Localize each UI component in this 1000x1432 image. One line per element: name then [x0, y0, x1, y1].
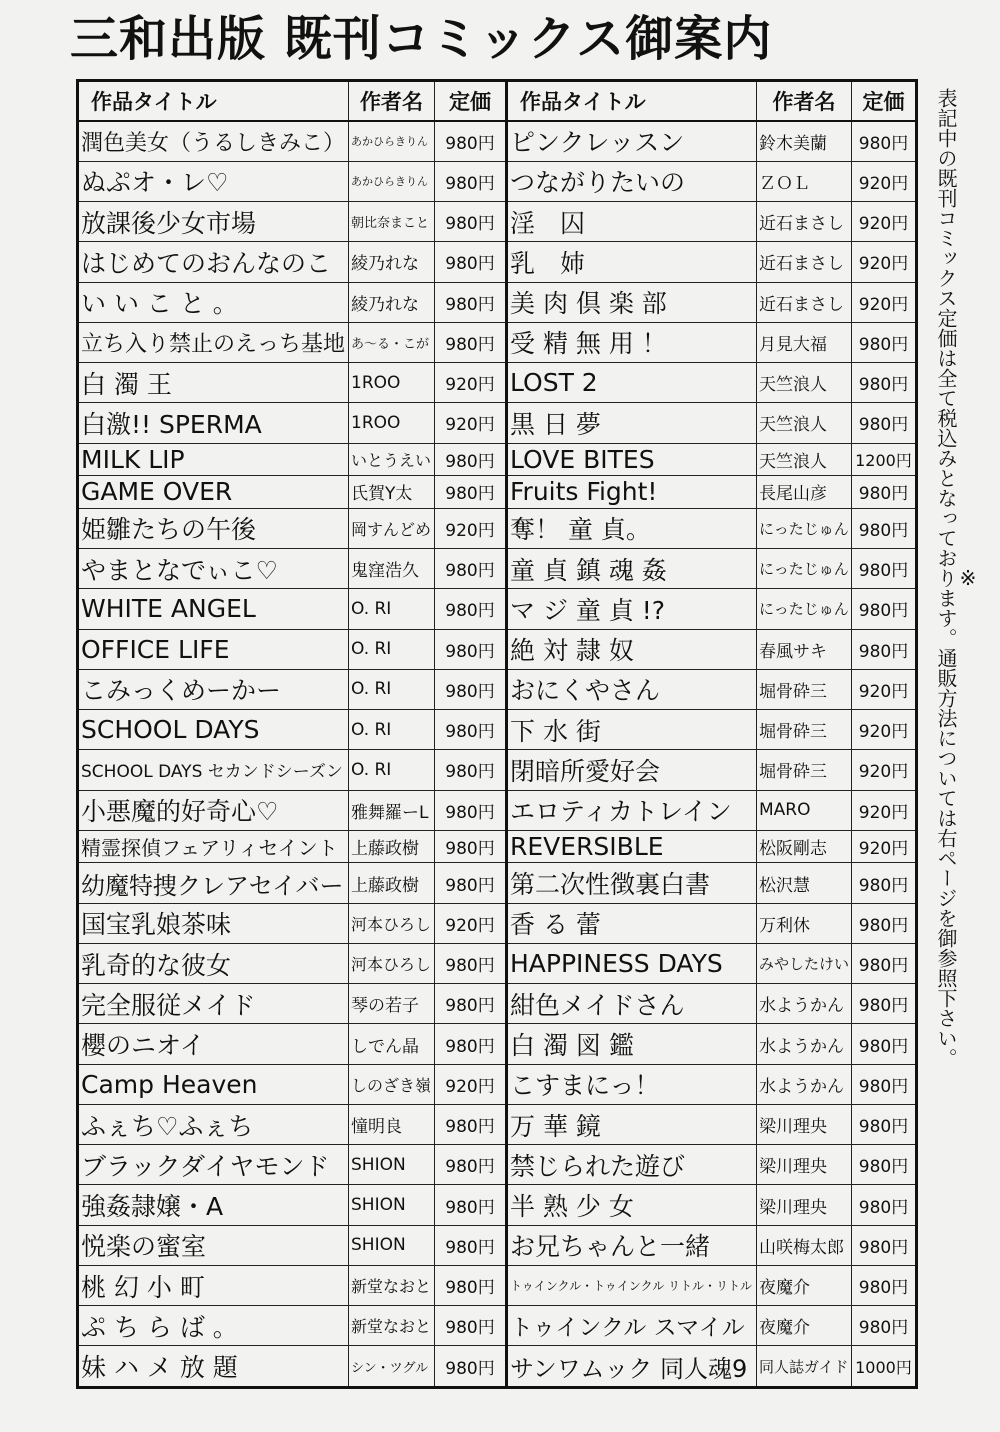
table-row	[78, 943, 917, 983]
comic-price: 980円	[435, 282, 507, 322]
comic-title: 紺色メイドさん	[507, 984, 757, 1024]
comic-price: 980円	[852, 943, 917, 983]
comic-price: 980円	[435, 830, 507, 863]
table-row	[78, 629, 917, 669]
comic-price: 980円	[435, 669, 507, 709]
comic-author: 松阪剛志	[757, 830, 852, 863]
comic-title: 国宝乳娘茶味	[78, 903, 349, 943]
comic-author: あかひらきりん	[349, 121, 435, 162]
comic-author: O. RI	[349, 710, 435, 750]
comic-price: 980円	[852, 984, 917, 1024]
comic-price: 980円	[435, 322, 507, 362]
comic-author: 夜魔介	[757, 1265, 852, 1305]
comic-author: 新堂なおと	[349, 1306, 435, 1346]
comic-author: 梁川理央	[757, 1185, 852, 1225]
comic-author: 万利休	[757, 903, 852, 943]
comic-author: 上藤政樹	[349, 830, 435, 863]
comic-title: 放課後少女市場	[78, 202, 349, 242]
comic-title: 絶 対 隷 奴	[507, 629, 757, 669]
comic-author: にったじゅん	[757, 508, 852, 548]
comic-author: 水ようかん	[757, 1064, 852, 1104]
comic-price: 920円	[435, 508, 507, 548]
comic-title: 香 る 蕾	[507, 903, 757, 943]
comic-author: にったじゅん	[757, 549, 852, 589]
comic-price: 920円	[435, 363, 507, 403]
comic-price: 980円	[852, 322, 917, 362]
comic-author: 長尾山彦	[757, 476, 852, 509]
comic-title: REVERSIBLE	[507, 830, 757, 863]
table-row	[78, 750, 917, 790]
comic-author: 近石まさし	[757, 282, 852, 322]
comic-author: いとうえい	[349, 443, 435, 476]
comic-author: 天竺浪人	[757, 403, 852, 443]
comic-title: おにくやさん	[507, 669, 757, 709]
comic-title: つながりたいの	[507, 161, 757, 201]
comic-author: MARO	[757, 790, 852, 830]
table-row	[78, 589, 917, 629]
comic-author: SHION	[349, 1225, 435, 1265]
comic-title: HAPPINESS DAYS	[507, 943, 757, 983]
comic-price: 980円	[852, 1024, 917, 1064]
comic-author: にったじゅん	[757, 589, 852, 629]
note-text: 表記中の既刊コミックス定価は全て税込みとなっております。通販方法については右ページを御参照下さい。	[934, 88, 958, 1068]
table-row	[78, 984, 917, 1024]
comic-title: SCHOOL DAYS セカンドシーズン	[78, 750, 349, 790]
comic-title: こみっくめーかー	[78, 669, 349, 709]
comic-title: ふぇち♡ふぇち	[78, 1104, 349, 1144]
comic-price: 920円	[852, 830, 917, 863]
comic-author: 琴の若子	[349, 984, 435, 1024]
comic-author: 同人誌ガイド	[757, 1346, 852, 1388]
comic-title: 淫 囚	[507, 202, 757, 242]
comic-price: 980円	[435, 121, 507, 162]
table-row	[78, 443, 917, 476]
comic-author: ＺＯＬ	[757, 161, 852, 201]
column-header-author: 作者名	[349, 81, 435, 121]
comic-author: シン・ツグル	[349, 1346, 435, 1388]
comic-title: お兄ちゃんと一緒	[507, 1225, 757, 1265]
table-row	[78, 669, 917, 709]
comic-title: 精霊探偵フェアリィセイント	[78, 830, 349, 863]
comic-title: 桃 幻 小 町	[78, 1265, 349, 1305]
comic-author: SHION	[349, 1185, 435, 1225]
comic-author: しでん晶	[349, 1024, 435, 1064]
comic-author: 堀骨砕三	[757, 750, 852, 790]
table-row	[78, 161, 917, 201]
comic-author: 憧明良	[349, 1104, 435, 1144]
column-header-price: 定価	[852, 81, 917, 121]
comic-author: 新堂なおと	[349, 1265, 435, 1305]
comic-author: 堀骨砕三	[757, 669, 852, 709]
comic-title: トゥインクル・トゥインクル リトル・リトル	[507, 1265, 757, 1305]
column-header-author: 作者名	[757, 81, 852, 121]
comic-title: マ ジ 童 貞 !?	[507, 589, 757, 629]
comic-author: あかひらきりん	[349, 161, 435, 201]
comic-price: 980円	[852, 363, 917, 403]
comic-price: 980円	[435, 161, 507, 201]
table-row	[78, 121, 917, 162]
comic-title: 強姦隷嬢・A	[78, 1185, 349, 1225]
table-row	[78, 1024, 917, 1064]
comic-author: 綾乃れな	[349, 242, 435, 282]
comic-title: 妹 ハ メ 放 題	[78, 1346, 349, 1388]
comic-price: 980円	[435, 790, 507, 830]
comic-price: 980円	[852, 1306, 917, 1346]
comic-price: 980円	[435, 863, 507, 903]
comic-title: SCHOOL DAYS	[78, 710, 349, 750]
comic-author: SHION	[349, 1145, 435, 1185]
comic-title: Camp Heaven	[78, 1064, 349, 1104]
comic-author: あ〜る・こが	[349, 322, 435, 362]
comic-author: 天竺浪人	[757, 443, 852, 476]
comic-author: O. RI	[349, 589, 435, 629]
comic-author: 朝比奈まこと	[349, 202, 435, 242]
comic-author: 氏賀Y太	[349, 476, 435, 509]
comic-author: 近石まさし	[757, 202, 852, 242]
comic-title: 白激!! SPERMA	[78, 403, 349, 443]
comic-author: 春風サキ	[757, 629, 852, 669]
comic-price: 920円	[852, 202, 917, 242]
comic-title: はじめてのおんなのこ	[78, 242, 349, 282]
comic-price: 980円	[435, 629, 507, 669]
comic-title: こすまにっ！	[507, 1064, 757, 1104]
comic-title: 立ち入り禁止のえっち基地	[78, 322, 349, 362]
comic-price: 980円	[435, 1145, 507, 1185]
table-row	[78, 508, 917, 548]
comic-title: GAME OVER	[78, 476, 349, 509]
comic-title: 黒 日 夢	[507, 403, 757, 443]
comic-title: 潤色美女（うるしきみこ）	[78, 121, 349, 162]
comic-title: 奪！ 童 貞。	[507, 508, 757, 548]
comic-author: 岡すんどめ	[349, 508, 435, 548]
comic-author: 水ようかん	[757, 984, 852, 1024]
comic-author: 雅舞羅ーL	[349, 790, 435, 830]
table-row	[78, 1265, 917, 1305]
comic-price: 920円	[852, 790, 917, 830]
comic-price: 980円	[435, 1104, 507, 1144]
table-row	[78, 710, 917, 750]
comic-title: エロティカトレイン	[507, 790, 757, 830]
comic-price: 980円	[852, 1064, 917, 1104]
table-row	[78, 830, 917, 863]
comic-title: 半 熟 少 女	[507, 1185, 757, 1225]
comics-catalog-table	[76, 79, 918, 1389]
comic-price: 920円	[852, 282, 917, 322]
comic-author: O. RI	[349, 629, 435, 669]
comic-title: LOVE BITES	[507, 443, 757, 476]
comic-author: 1ROO	[349, 363, 435, 403]
table-row	[78, 242, 917, 282]
comic-title: WHITE ANGEL	[78, 589, 349, 629]
table-row	[78, 476, 917, 509]
comic-price: 980円	[435, 549, 507, 589]
comic-title: 美 肉 倶 楽 部	[507, 282, 757, 322]
footnote	[935, 88, 979, 1068]
comic-price: 980円	[435, 443, 507, 476]
comic-price: 980円	[852, 403, 917, 443]
comic-author: 近石まさし	[757, 242, 852, 282]
comic-price: 980円	[435, 242, 507, 282]
comic-price: 980円	[852, 589, 917, 629]
comic-price: 980円	[435, 1225, 507, 1265]
comic-price: 920円	[852, 161, 917, 201]
comic-price: 980円	[435, 984, 507, 1024]
comic-author: 山咲梅太郎	[757, 1225, 852, 1265]
comic-title: ぷ ち ら ば 。	[78, 1306, 349, 1346]
comic-author: 堀骨砕三	[757, 710, 852, 750]
comic-author: しのざき嶺	[349, 1064, 435, 1104]
comic-price: 980円	[852, 629, 917, 669]
table-row	[78, 1145, 917, 1185]
comic-author: 松沢慧	[757, 863, 852, 903]
comic-price: 980円	[435, 750, 507, 790]
comic-title: 受 精 無 用 ！	[507, 322, 757, 362]
comic-title: 悦楽の蜜室	[78, 1225, 349, 1265]
comic-price: 980円	[435, 1185, 507, 1225]
comic-price: 980円	[435, 589, 507, 629]
comic-price: 980円	[435, 943, 507, 983]
table-row	[78, 363, 917, 403]
comic-title: ブラックダイヤモンド	[78, 1145, 349, 1185]
column-header-title: 作品タイトル	[507, 81, 757, 121]
table-row	[78, 1225, 917, 1265]
comic-author: 河本ひろし	[349, 903, 435, 943]
table-row	[78, 1185, 917, 1225]
column-header-price: 定価	[435, 81, 507, 121]
comic-price: 980円	[852, 863, 917, 903]
comic-author: 綾乃れな	[349, 282, 435, 322]
comic-title: ぬぷオ・レ♡	[78, 161, 349, 201]
table-row	[78, 790, 917, 830]
table-row	[78, 322, 917, 362]
comic-title: やまとなでぃこ♡	[78, 549, 349, 589]
comic-title: 万 華 鏡	[507, 1104, 757, 1144]
table-row	[78, 202, 917, 242]
comic-price: 980円	[852, 1104, 917, 1144]
comic-title: 禁じられた遊び	[507, 1145, 757, 1185]
comic-title: トゥインクル スマイル	[507, 1306, 757, 1346]
comic-price: 980円	[852, 903, 917, 943]
comic-author: 上藤政樹	[349, 863, 435, 903]
table-row	[78, 282, 917, 322]
comic-author: 河本ひろし	[349, 943, 435, 983]
comic-author: O. RI	[349, 750, 435, 790]
comic-author: O. RI	[349, 669, 435, 709]
comic-title: MILK LIP	[78, 443, 349, 476]
comic-price: 980円	[435, 202, 507, 242]
table-row	[78, 549, 917, 589]
table-header-row	[78, 81, 917, 121]
comic-price: 980円	[435, 1265, 507, 1305]
table-row	[78, 1346, 917, 1388]
comic-author: 夜魔介	[757, 1306, 852, 1346]
comic-price: 920円	[435, 1064, 507, 1104]
comic-price: 980円	[852, 1225, 917, 1265]
comic-title: ピンクレッスン	[507, 121, 757, 162]
table-row	[78, 1104, 917, 1144]
comic-price: 920円	[435, 903, 507, 943]
comic-author: みやしたけい	[757, 943, 852, 983]
comic-price: 980円	[435, 1024, 507, 1064]
comic-title: 下 水 街	[507, 710, 757, 750]
comic-price: 920円	[852, 750, 917, 790]
note-mark: ※	[956, 566, 980, 590]
comic-title: 幼魔特捜クレアセイバー	[78, 863, 349, 903]
comic-title: い い こ と 。	[78, 282, 349, 322]
comic-price: 980円	[852, 1185, 917, 1225]
comic-title: 完全服従メイド	[78, 984, 349, 1024]
comic-price: 980円	[435, 476, 507, 509]
comic-price: 980円	[852, 1265, 917, 1305]
comic-price: 980円	[435, 710, 507, 750]
comic-price: 1200円	[852, 443, 917, 476]
comic-title: サンワムック 同人魂9	[507, 1346, 757, 1388]
comic-title: 乳 姉	[507, 242, 757, 282]
comic-title: 姫雛たちの午後	[78, 508, 349, 548]
comic-price: 920円	[852, 242, 917, 282]
comic-price: 920円	[435, 403, 507, 443]
page-title: 三和出版 既刊コミックス御案内	[70, 11, 773, 67]
comic-price: 980円	[435, 1346, 507, 1388]
comic-title: 櫻のニオイ	[78, 1024, 349, 1064]
table-row	[78, 903, 917, 943]
comic-title: OFFICE LIFE	[78, 629, 349, 669]
comic-price: 980円	[852, 549, 917, 589]
table-row	[78, 403, 917, 443]
comic-price: 980円	[435, 1306, 507, 1346]
comic-title: 白 濁 王	[78, 363, 349, 403]
comic-author: 月見大福	[757, 322, 852, 362]
table-row	[78, 1306, 917, 1346]
comic-title: Fruits Fight!	[507, 476, 757, 509]
comic-title: 小悪魔的好奇心♡	[78, 790, 349, 830]
comic-title: 白 濁 図 鑑	[507, 1024, 757, 1064]
comic-author: 梁川理央	[757, 1104, 852, 1144]
comic-author: 鈴木美蘭	[757, 121, 852, 162]
comic-author: 1ROO	[349, 403, 435, 443]
table-row	[78, 1064, 917, 1104]
comic-author: 天竺浪人	[757, 363, 852, 403]
comic-price: 1000円	[852, 1346, 917, 1388]
comic-title: 第二次性徴裏白書	[507, 863, 757, 903]
comic-author: 梁川理央	[757, 1145, 852, 1185]
comic-title: 閉暗所愛好会	[507, 750, 757, 790]
comic-price: 980円	[852, 1145, 917, 1185]
comic-price: 920円	[852, 669, 917, 709]
table-row	[78, 863, 917, 903]
comic-price: 980円	[852, 476, 917, 509]
comic-author: 鬼窪浩久	[349, 549, 435, 589]
comic-price: 920円	[852, 710, 917, 750]
comic-price: 980円	[852, 121, 917, 162]
comic-price: 980円	[852, 508, 917, 548]
comic-title: 乳奇的な彼女	[78, 943, 349, 983]
comic-title: LOST 2	[507, 363, 757, 403]
comic-author: 水ようかん	[757, 1024, 852, 1064]
comic-title: 童 貞 鎮 魂 姦	[507, 549, 757, 589]
column-header-title: 作品タイトル	[78, 81, 349, 121]
